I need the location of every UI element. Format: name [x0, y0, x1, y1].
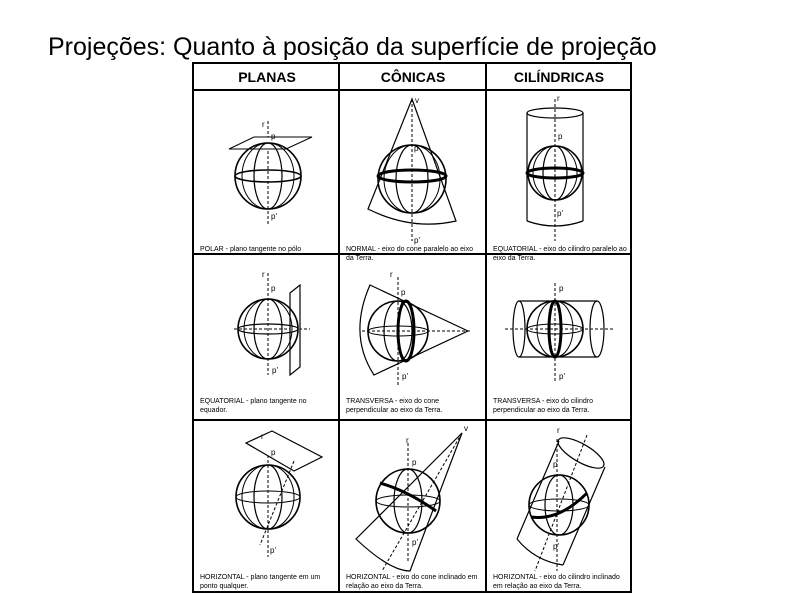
label: p: [412, 458, 417, 467]
label: p: [553, 460, 558, 469]
cell-planas-polar: [194, 91, 338, 253]
label: p': [272, 366, 278, 375]
normal-cone-diagram: [340, 91, 485, 253]
cell-cilindricas-horizontal: [487, 421, 632, 591]
horizontal-cone-diagram: [340, 421, 485, 591]
horizontal-cylinder-diagram: [487, 421, 632, 591]
label: r: [262, 120, 265, 129]
header-planas: PLANAS: [238, 69, 296, 85]
cell-conicas-transversa: [340, 255, 485, 419]
label: p: [271, 448, 276, 457]
caption-planas-horizontal: HORIZONTAL - plano tangente em um ponto qualquer.: [200, 574, 321, 590]
label: p': [559, 372, 565, 381]
label: p: [558, 132, 563, 141]
header-conicas: CÔNICAS: [380, 69, 446, 85]
label: v: [415, 96, 419, 105]
label: p': [414, 236, 420, 245]
transverse-cone-diagram: [340, 255, 485, 419]
label: p': [412, 538, 418, 547]
label: p: [401, 288, 406, 297]
label: p': [557, 209, 563, 218]
projection-table: [192, 62, 632, 593]
label: r: [557, 426, 560, 435]
horizontal-plane-diagram: [194, 421, 338, 591]
caption-conicas-transversa: TRANSVERSA - eixo do cone perpendicular ao eixo da Terra.: [346, 398, 443, 414]
label: p: [271, 132, 276, 141]
label: p': [271, 212, 277, 221]
equatorial-cylinder-diagram: [487, 91, 632, 253]
polar-plane-diagram: [194, 91, 338, 253]
label: p: [271, 284, 276, 293]
header-cilindricas: CILÍNDRICAS: [513, 69, 605, 85]
cell-planas-equatorial: [194, 255, 338, 419]
label: r: [261, 432, 264, 441]
slide-title: Projeções: Quanto à posição da superfície de projeção: [48, 33, 657, 61]
cell-planas-horizontal: [194, 421, 338, 591]
caption-conicas-horizontal: HORIZONTAL - eixo do cone inclinado em relação ao eixo da Terra.: [346, 574, 478, 590]
cell-conicas-horizontal: [340, 421, 485, 591]
caption-planas-polar: POLAR - plano tangente no pólo: [200, 246, 302, 253]
label: p': [402, 372, 408, 381]
label: p: [414, 144, 419, 153]
caption-cilindricas-horizontal: HORIZONTAL - eixo do cilindro inclinado em relação ao eixo da Terra.: [493, 574, 620, 590]
caption-cilindricas-equatorial: EQUATORIAL - eixo do cilindro paralelo ao eixo da Terra.: [493, 246, 627, 262]
cell-cilindricas-equatorial: [487, 91, 632, 262]
caption-cilindricas-transversa: TRANSVERSA - eixo do cilindro perpendicular ao eixo da Terra.: [493, 398, 593, 414]
transverse-cylinder-diagram: [487, 255, 632, 419]
cell-conicas-normal: [340, 91, 485, 262]
label: r: [406, 436, 409, 445]
label: r: [557, 94, 560, 103]
label: v: [464, 424, 468, 433]
equatorial-plane-diagram: [194, 255, 338, 419]
label: r: [262, 270, 265, 279]
cell-cilindricas-transversa: [487, 255, 632, 419]
label: r: [390, 270, 393, 279]
label: p: [559, 284, 564, 293]
label: p': [553, 542, 559, 551]
caption-conicas-normal: NORMAL - eixo do cone paralelo ao eixo da Terra.: [346, 246, 473, 262]
caption-planas-equatorial: EQUATORIAL - plano tangente no equador.: [200, 398, 307, 414]
label: p': [270, 546, 276, 555]
